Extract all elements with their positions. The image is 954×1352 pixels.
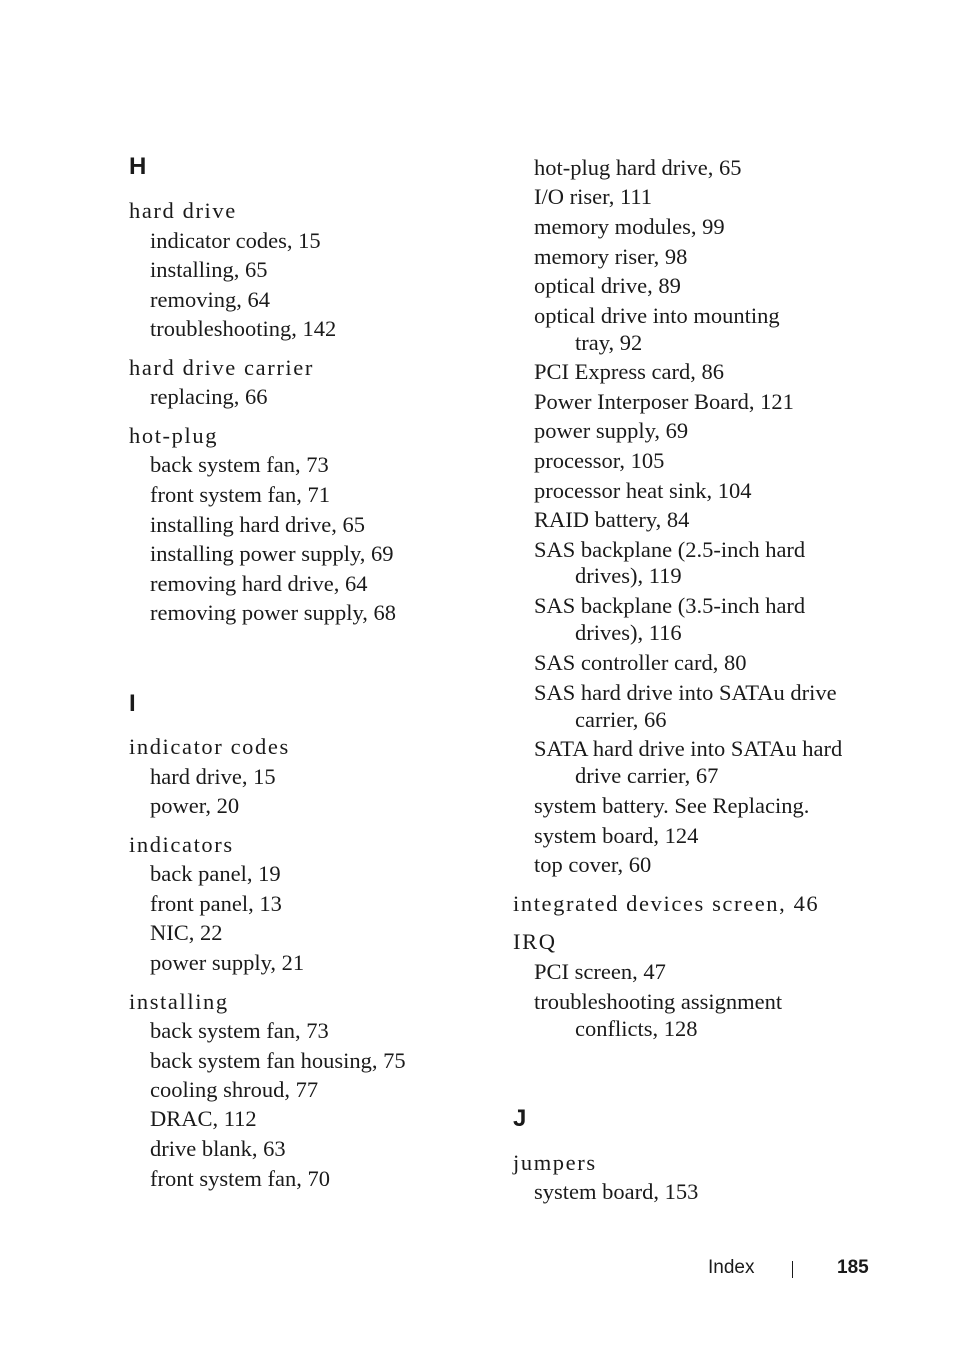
- index-sub-entry: troubleshooting assignment: [534, 989, 783, 1014]
- index-sub-entry: installing, 65: [150, 257, 268, 282]
- index-sub-entry: power supply, 21: [150, 950, 305, 975]
- index-sub-entry: SAS controller card, 80: [534, 650, 747, 675]
- index-sub-entry: back system fan, 73: [150, 1018, 329, 1043]
- index-sub-entry: processor, 105: [534, 448, 665, 473]
- index-sub-entry: optical drive, 89: [534, 273, 681, 298]
- index-sub-entry: PCI Express card, 86: [534, 359, 724, 384]
- index-sub-entry: hot-plug hard drive, 65: [534, 155, 742, 180]
- index-section-letter: I: [129, 690, 136, 717]
- index-main-entry: jumpers: [513, 1150, 597, 1175]
- index-sub-entry: memory riser, 98: [534, 244, 688, 269]
- index-main-entry: hard drive: [129, 198, 237, 223]
- index-sub-entry: NIC, 22: [150, 920, 223, 945]
- index-main-entry: hard drive carrier: [129, 355, 314, 380]
- index-main-entry: hot-plug: [129, 423, 219, 448]
- index-main-entry: IRQ: [513, 929, 557, 954]
- index-section-letter: H: [129, 153, 147, 180]
- index-sub-entry: system board, 153: [534, 1179, 699, 1204]
- index-entry-continuation: carrier, 66: [575, 707, 667, 732]
- footer-divider: [792, 1261, 793, 1278]
- index-sub-entry: troubleshooting, 142: [150, 316, 337, 341]
- index-sub-entry: front system fan, 70: [150, 1166, 330, 1191]
- index-sub-entry: Power Interposer Board, 121: [534, 389, 794, 414]
- index-sub-entry: RAID battery, 84: [534, 507, 690, 532]
- index-sub-entry: top cover, 60: [534, 852, 652, 877]
- index-sub-entry: back panel, 19: [150, 861, 281, 886]
- index-entry-continuation: drives), 119: [575, 563, 682, 588]
- index-sub-entry: system board, 124: [534, 823, 699, 848]
- index-main-entry: integrated devices screen, 46: [513, 891, 820, 916]
- index-sub-entry: optical drive into mounting: [534, 303, 780, 328]
- index-sub-entry: back system fan housing, 75: [150, 1048, 406, 1073]
- index-sub-entry: indicator codes, 15: [150, 228, 321, 253]
- index-entry-continuation: tray, 92: [575, 330, 643, 355]
- index-section-letter: J: [513, 1105, 527, 1132]
- index-sub-entry: SAS backplane (2.5-inch hard: [534, 537, 806, 562]
- index-sub-entry: back system fan, 73: [150, 452, 329, 477]
- index-sub-entry: removing hard drive, 64: [150, 571, 368, 596]
- index-sub-entry: cooling shroud, 77: [150, 1077, 319, 1102]
- index-sub-entry: SAS backplane (3.5-inch hard: [534, 593, 806, 618]
- index-entry-continuation: drives), 116: [575, 620, 682, 645]
- index-sub-entry: removing power supply, 68: [150, 600, 397, 625]
- index-sub-entry: hard drive, 15: [150, 764, 276, 789]
- page-footer: [0, 1256, 954, 1282]
- index-sub-entry: front system fan, 71: [150, 482, 330, 507]
- index-sub-entry: drive blank, 63: [150, 1136, 286, 1161]
- index-main-entry: installing: [129, 989, 229, 1014]
- index-sub-entry: I/O riser, 111: [534, 184, 653, 209]
- index-sub-entry: SAS hard drive into SATAu drive: [534, 680, 837, 705]
- index-entry-continuation: conflicts, 128: [575, 1016, 698, 1041]
- footer-section-label: Index: [708, 1257, 755, 1278]
- page-number: 185: [837, 1257, 869, 1278]
- index-sub-entry: PCI screen, 47: [534, 959, 666, 984]
- index-sub-entry: memory modules, 99: [534, 214, 725, 239]
- index-sub-entry: DRAC, 112: [150, 1106, 257, 1131]
- index-sub-entry: power supply, 69: [534, 418, 689, 443]
- index-main-entry: indicator codes: [129, 734, 290, 759]
- index-sub-entry: system battery. See Replacing.: [534, 793, 810, 818]
- index-sub-entry: processor heat sink, 104: [534, 478, 752, 503]
- index-sub-entry: removing, 64: [150, 287, 270, 312]
- index-sub-entry: SATA hard drive into SATAu hard: [534, 736, 843, 761]
- index-sub-entry: installing power supply, 69: [150, 541, 394, 566]
- index-sub-entry: power, 20: [150, 793, 240, 818]
- index-main-entry: indicators: [129, 832, 234, 857]
- index-sub-entry: installing hard drive, 65: [150, 512, 365, 537]
- index-sub-entry: replacing, 66: [150, 384, 268, 409]
- index-sub-entry: front panel, 13: [150, 891, 282, 916]
- index-entry-continuation: drive carrier, 67: [575, 763, 719, 788]
